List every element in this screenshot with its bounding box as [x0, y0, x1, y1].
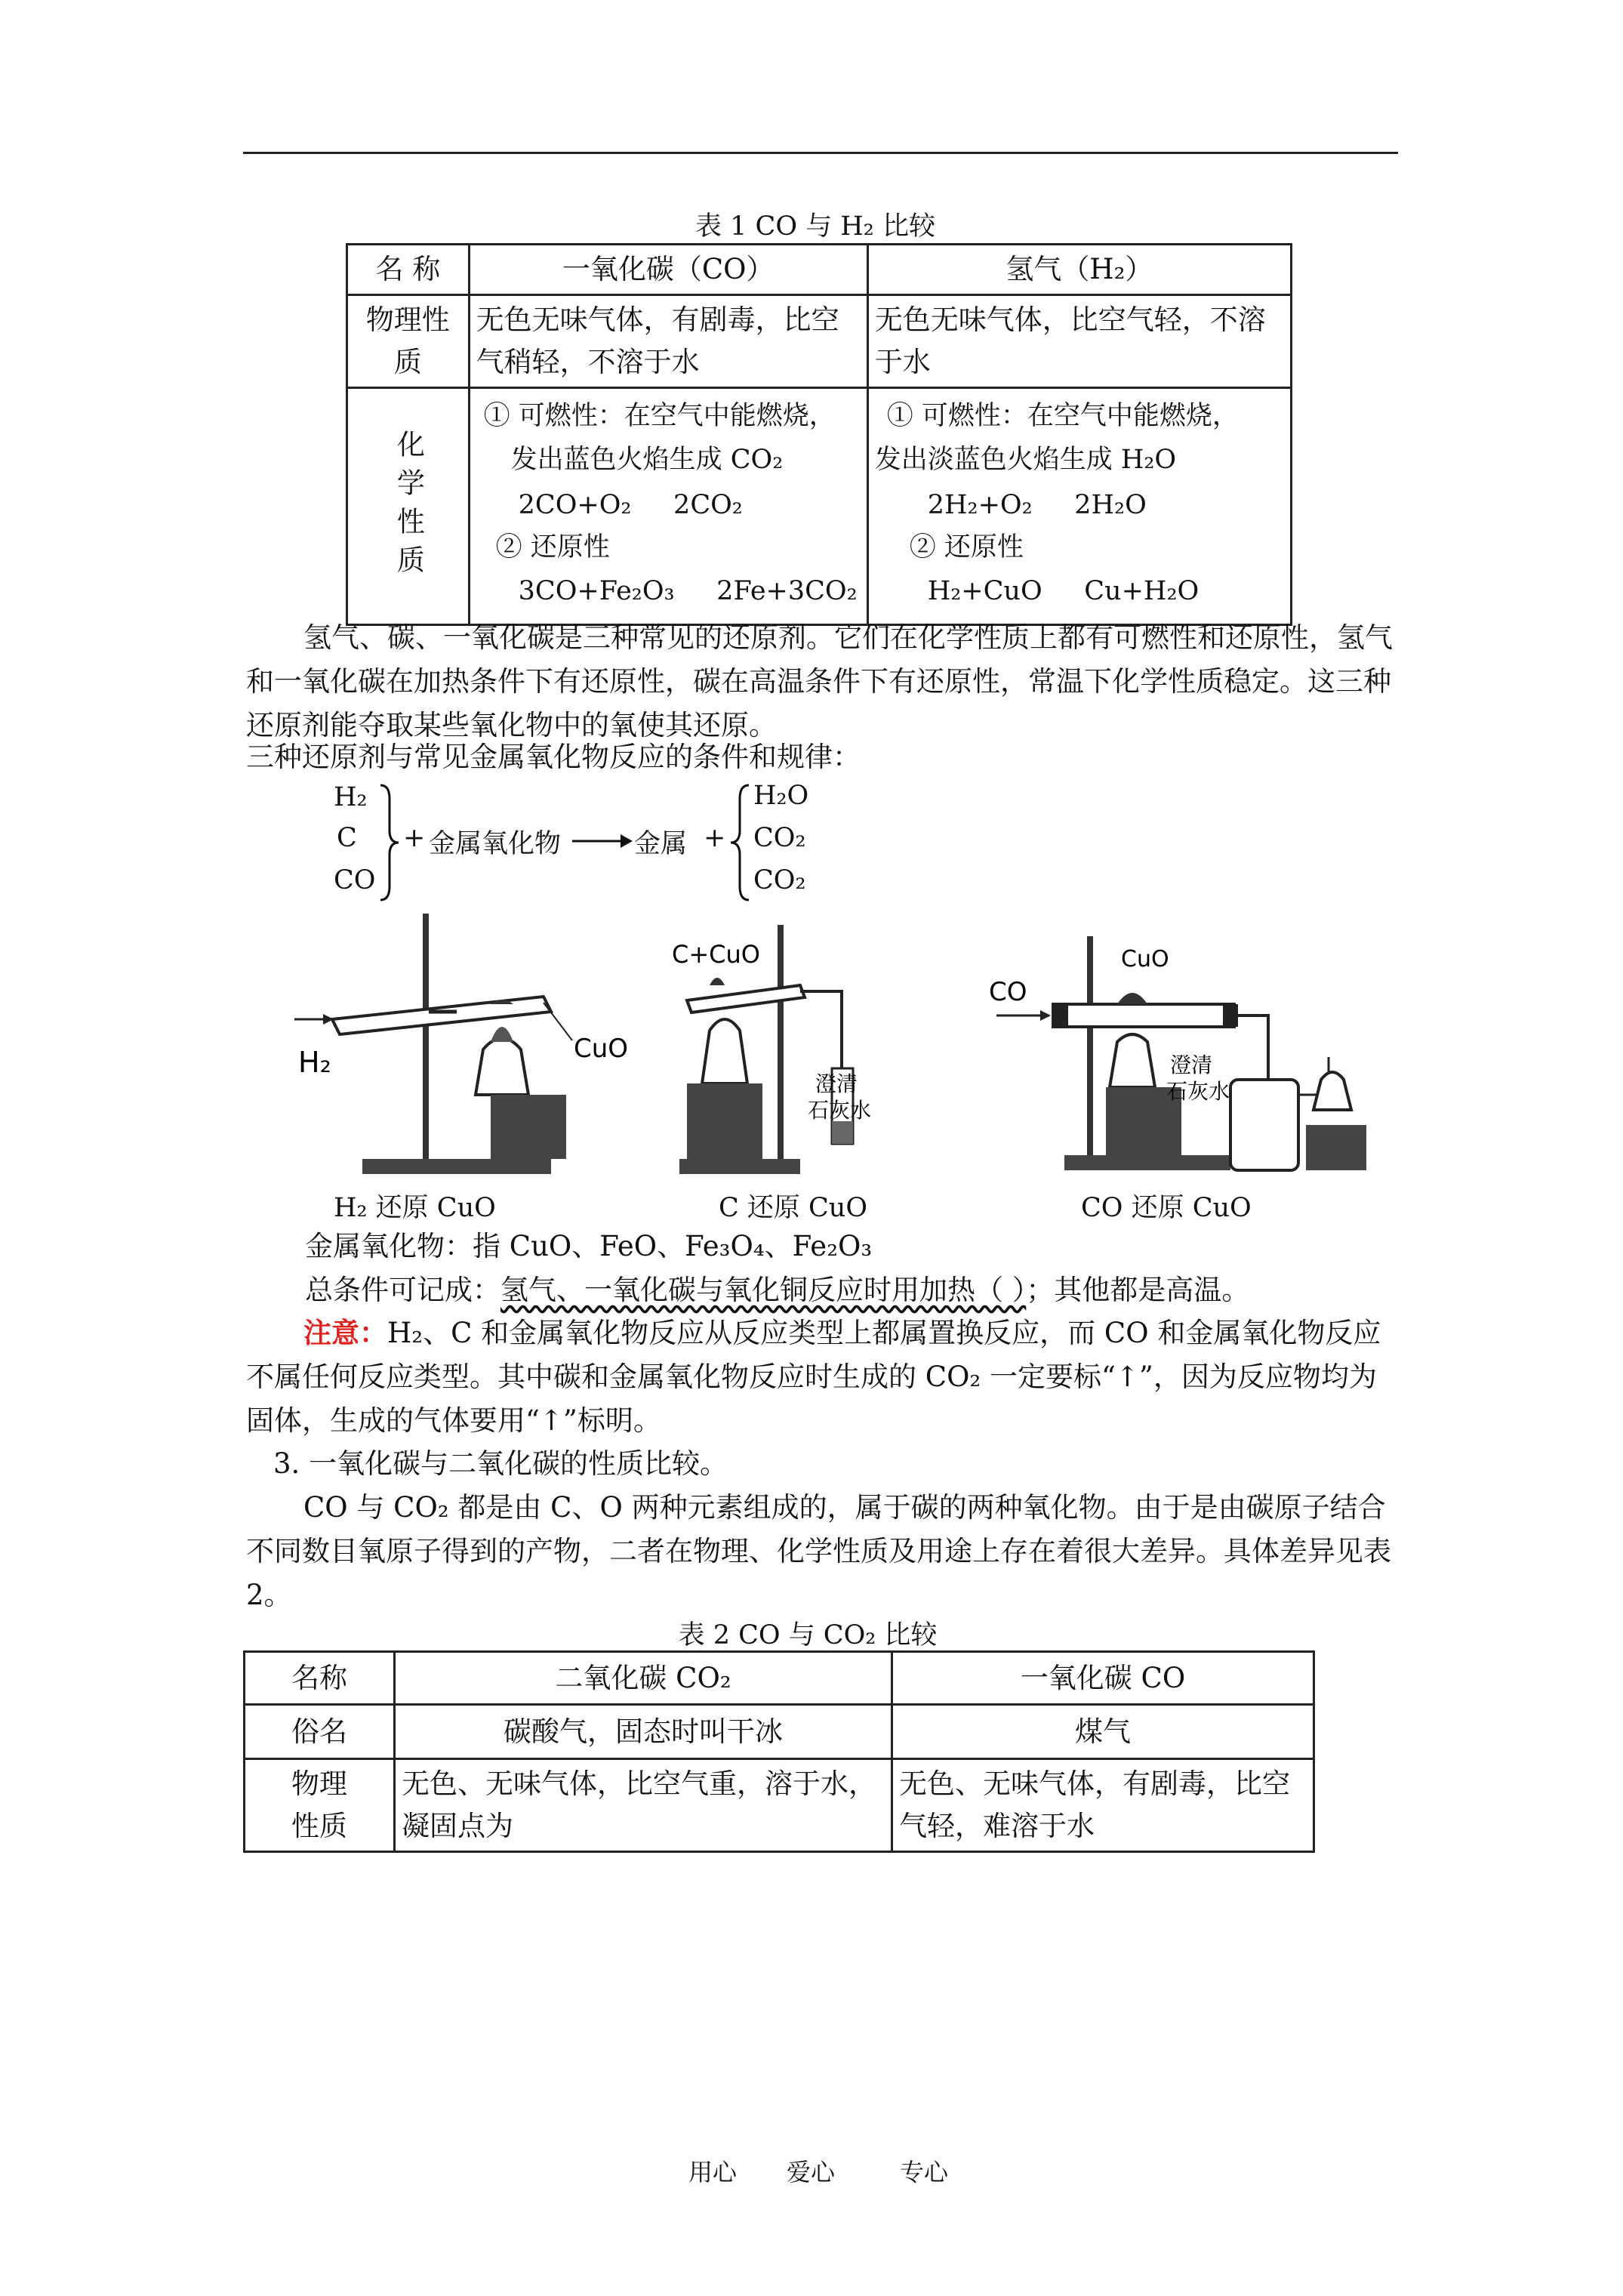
product-co2-2: CO₂	[753, 865, 806, 895]
right-brace	[729, 784, 752, 901]
fig2-caption: C 还原 CuO	[719, 1193, 868, 1223]
table1-physical-label: 物理性质	[347, 295, 470, 388]
condition-suffix: ；其他都是高温。	[1026, 1274, 1250, 1306]
reaction-scheme	[325, 778, 898, 906]
note-label: 注意：	[303, 1316, 387, 1349]
fig3-water-label-1: 澄清	[1170, 1052, 1213, 1077]
table1-header-co: 一氧化碳（CO）	[469, 245, 867, 295]
fig3-water-label-2: 石灰水	[1166, 1079, 1230, 1104]
h2-combustion-2: 发出淡蓝色火焰生成 H₂O	[874, 445, 1177, 475]
fig2-water-label-1: 澄清	[815, 1071, 858, 1096]
table1	[346, 243, 1292, 626]
fig1-cuo-label: CuO	[574, 1034, 629, 1064]
co-combustion: ① 可燃性：在空气中能燃烧，	[483, 401, 836, 431]
oxides-line: 金属氧化物：指 CuO、FeO、Fe₃O₄、Fe₂O₃	[305, 1230, 873, 1262]
h2-equation-1: 2H₂+O₂ 2H₂O	[927, 490, 1147, 520]
condition-underlined: 氢气、一氧化碳与氧化铜反应时用加热（ ）	[500, 1274, 1027, 1306]
header-rule	[243, 152, 1398, 154]
fig2-water-label-2: 石灰水	[808, 1098, 872, 1123]
product-h2o: H₂O	[753, 781, 809, 811]
fig2-top-label: C+CuO	[672, 940, 760, 969]
table2-caption: 表 2 CO 与 CO₂ 比较	[678, 1620, 938, 1650]
table2-physical-co: 无色、无味气体，有剧毒，比空气轻，难溶于水	[892, 1759, 1314, 1852]
table1-physical-h2: 无色无味气体，比空气轻，不溶于水	[867, 295, 1291, 388]
table1-caption: 表 1 CO 与 H₂ 比较	[695, 211, 935, 242]
product-co2-1: CO₂	[753, 823, 806, 853]
table1-chemical-co	[469, 388, 867, 625]
footer-item-1: 用心	[688, 2158, 738, 2187]
table2-common-co2: 碳酸气，固态时叫干冰	[395, 1705, 892, 1759]
table2	[243, 1650, 1315, 1853]
co-combustion-2: 发出蓝色火焰生成 CO₂	[510, 445, 784, 475]
table2-physical-label: 物理性质	[245, 1759, 395, 1852]
paragraph-co-co2: CO 与 CO₂ 都是由 C、O 两种元素组成的，属于碳的两种氧化物。由于是由碳原子结合不同数目氧原子得到的产物，二者在物理、化学性质及用途上存在着很大差异。具体差异见表 2。	[246, 1491, 1391, 1611]
table1-chemical-label	[347, 388, 470, 625]
apparatus-h2-cuo	[287, 906, 642, 1185]
table1-chemical-label-text: 化学性质	[392, 429, 425, 584]
table2-common-label: 俗名	[245, 1705, 395, 1759]
oxide-label: 金属氧化物	[429, 829, 562, 859]
plus-sign-2: +	[704, 823, 726, 853]
reaction-arrow	[571, 832, 634, 850]
fig1-h2-label: H₂	[298, 1046, 331, 1079]
left-brace	[377, 784, 400, 901]
co-reduction: ② 还原性	[495, 532, 610, 562]
table1-physical-co: 无色无味气体，有剧毒，比空气稍轻，不溶于水	[469, 295, 867, 388]
note-text: H₂、C 和金属氧化物反应从反应类型上都属置换反应，而 CO 和金属氧化物反应不属任何反应类型。其中碳和金属氧化物反应时生成的 CO₂ 一定要标“↑”，因为反应物均为固体，生成的气体要用“↑”标明。	[246, 1317, 1381, 1437]
table2-header-co: 一氧化碳 CO	[892, 1652, 1314, 1705]
metal-label: 金属	[634, 829, 688, 859]
fig1-caption: H₂ 还原 CuO	[334, 1193, 496, 1223]
h2-reduction: ② 还原性	[909, 532, 1024, 562]
fig3-cuo-label: CuO	[1121, 946, 1169, 972]
co-equation-2: 3CO+Fe₂O₃ 2Fe+3CO₂	[518, 576, 858, 606]
fig3-co-label: CO	[989, 977, 1027, 1007]
reductant-h2: H₂	[334, 782, 368, 812]
section3-title: 3. 一氧化碳与二氧化碳的性质比较。	[273, 1447, 728, 1480]
table1-chemical-h2	[867, 388, 1291, 625]
h2-equation-2: H₂+CuO Cu+H₂O	[927, 576, 1200, 606]
paragraph-conditions-intro: 三种还原剂与常见金属氧化物反应的条件和规律：	[246, 741, 861, 773]
footer-item-3: 专心	[900, 2158, 949, 2187]
reductant-co: CO	[334, 865, 376, 895]
condition-line	[305, 1268, 1400, 1312]
apparatus-co-cuo	[981, 929, 1374, 1185]
table2-physical-co2: 无色、无味气体，比空气重，溶于水，凝固点为	[395, 1759, 892, 1852]
paragraph-reductants: 氢气、碳、一氧化碳是三种常见的还原剂。它们在化学性质上都有可燃性和还原性，氢气和一氧化碳在加热条件下有还原性，碳在高温条件下有还原性，常温下化学性质稳定。这三种还原剂能夺取某些氧化物中的氧使其还原。	[246, 621, 1393, 741]
table1-header-h2: 氢气（H₂）	[867, 245, 1291, 295]
h2-combustion: ① 可燃性：在空气中能燃烧，	[886, 401, 1239, 431]
plus-sign-1: +	[403, 823, 426, 853]
table1-header-name: 名 称	[347, 245, 470, 295]
fig3-caption: CO 还原 CuO	[1081, 1193, 1252, 1223]
co-equation-1: 2CO+O₂ 2CO₂	[518, 490, 743, 520]
apparatus-c-cuo	[664, 925, 913, 1185]
note-paragraph	[246, 1311, 1398, 1443]
footer-item-2: 爱心	[787, 2158, 836, 2187]
table2-header-name: 名称	[245, 1652, 395, 1705]
table2-header-co2: 二氧化碳 CO₂	[395, 1652, 892, 1705]
condition-prefix: 总条件可记成：	[305, 1274, 500, 1306]
reductant-c: C	[337, 823, 357, 853]
table2-common-co: 煤气	[892, 1705, 1314, 1759]
